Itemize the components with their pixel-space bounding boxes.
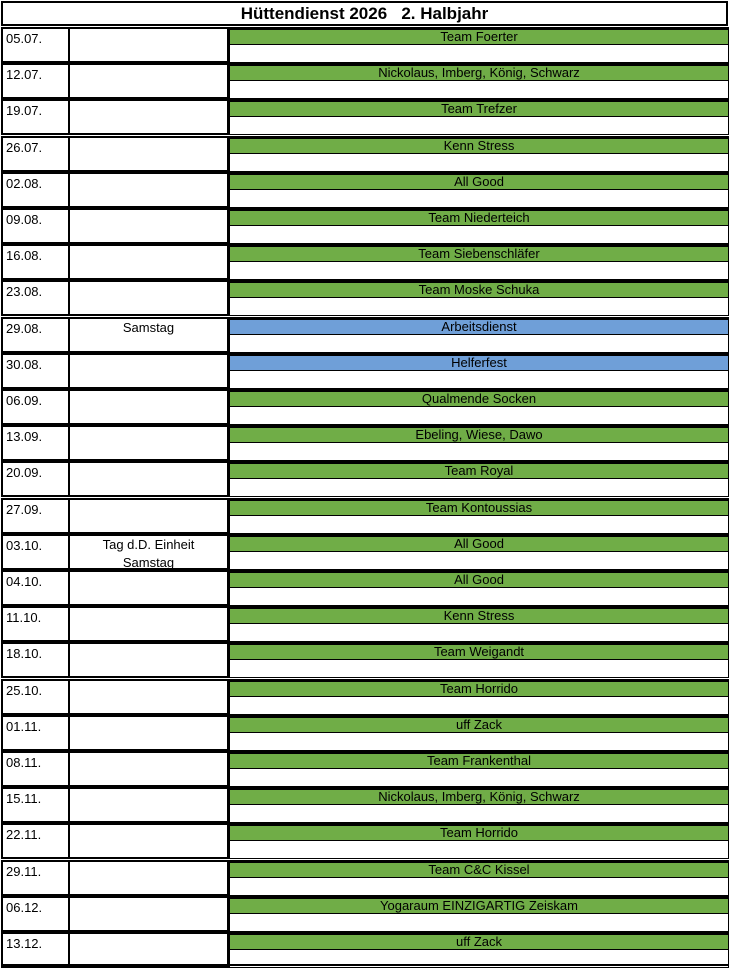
note-cell (68, 642, 229, 678)
date-cell: 18.10. (1, 642, 68, 678)
table-row (0, 172, 733, 208)
table-row (0, 136, 733, 172)
empty-cell (229, 117, 729, 135)
date-cell: 22.11. (1, 823, 68, 859)
empty-cell (229, 660, 729, 678)
date-cell: 01.11. (1, 715, 68, 751)
team-cell: uff Zack (229, 934, 729, 950)
empty-cell (229, 769, 729, 787)
table-row (0, 606, 733, 642)
team-cell: Team Frankenthal (229, 753, 729, 769)
empty-cell (229, 298, 729, 316)
team-cell: Team Royal (229, 463, 729, 479)
empty-cell (229, 154, 729, 172)
note-cell (68, 932, 229, 968)
date-cell: 02.08. (1, 172, 68, 208)
team-cell: Team Horrido (229, 825, 729, 841)
table-row (0, 27, 733, 63)
note-cell (68, 679, 229, 715)
note-cell (68, 534, 229, 570)
table-row (0, 896, 733, 932)
date-cell: 13.12. (1, 932, 68, 968)
team-cell: Kenn Stress (229, 138, 729, 154)
date-cell: 23.08. (1, 280, 68, 316)
date-cell: 29.11. (1, 860, 68, 896)
note-cell (68, 425, 229, 461)
team-cell: Team C&C Kissel (229, 862, 729, 878)
empty-cell (229, 697, 729, 715)
team-cell: Ebeling, Wiese, Dawo (229, 427, 729, 443)
table-row (0, 389, 733, 425)
team-cell: Nickolaus, Imberg, König, Schwarz (229, 789, 729, 805)
date-cell: 16.08. (1, 244, 68, 280)
date-cell: 09.08. (1, 208, 68, 244)
team-cell: Team Kontoussias (229, 500, 729, 516)
empty-cell (229, 588, 729, 606)
table-row (0, 787, 733, 823)
table-row (0, 208, 733, 244)
note-cell (68, 498, 229, 534)
note-text-second-line: Samstag (122, 555, 175, 570)
date-cell: 08.11. (1, 751, 68, 787)
team-cell: uff Zack (229, 717, 729, 733)
date-cell: 13.09. (1, 425, 68, 461)
table-row (0, 425, 733, 461)
team-cell: Yogaraum EINZIGARTIG Zeiskam (229, 898, 729, 914)
team-cell: Team Siebenschläfer (229, 246, 729, 262)
note-cell (68, 860, 229, 896)
note-cell (68, 751, 229, 787)
note-cell (68, 389, 229, 425)
date-cell: 12.07. (1, 63, 68, 99)
note-cell (68, 353, 229, 389)
note-text: Tag d.D. Einheit (102, 537, 195, 552)
empty-cell (229, 733, 729, 751)
note-cell (68, 99, 229, 135)
empty-cell (229, 371, 729, 389)
note-cell (68, 715, 229, 751)
empty-cell (229, 805, 729, 823)
note-cell (68, 570, 229, 606)
empty-cell (229, 914, 729, 932)
note-cell (68, 823, 229, 859)
table-row (0, 63, 733, 99)
team-cell: Arbeitsdienst (229, 319, 729, 335)
empty-cell (229, 45, 729, 63)
date-cell: 20.09. (1, 461, 68, 497)
table-row (0, 534, 733, 570)
date-cell: 06.12. (1, 896, 68, 932)
date-cell: 04.10. (1, 570, 68, 606)
table-row (0, 751, 733, 787)
empty-cell (229, 407, 729, 425)
table-row (0, 461, 733, 497)
empty-cell (229, 262, 729, 280)
empty-cell (229, 552, 729, 570)
table-row (0, 244, 733, 280)
table-row (0, 570, 733, 606)
team-cell: Qualmende Socken (229, 391, 729, 407)
note-cell (68, 244, 229, 280)
table-row (0, 498, 733, 534)
team-cell: Kenn Stress (229, 608, 729, 624)
table-row (0, 715, 733, 751)
team-cell: All Good (229, 174, 729, 190)
note-cell (68, 280, 229, 316)
empty-cell (229, 190, 729, 208)
date-cell: 25.10. (1, 679, 68, 715)
team-cell: Helferfest (229, 355, 729, 371)
empty-cell (229, 81, 729, 99)
date-cell: 30.08. (1, 353, 68, 389)
note-cell (68, 27, 229, 63)
team-cell: Team Trefzer (229, 101, 729, 117)
note-cell (68, 787, 229, 823)
note-cell (68, 63, 229, 99)
empty-cell (229, 226, 729, 244)
table-row (0, 353, 733, 389)
table-row (0, 932, 733, 968)
date-cell: 29.08. (1, 317, 68, 353)
team-cell: Team Niederteich (229, 210, 729, 226)
empty-cell (229, 841, 729, 859)
date-cell: 11.10. (1, 606, 68, 642)
note-cell (68, 606, 229, 642)
note-cell (68, 896, 229, 932)
team-cell: All Good (229, 572, 729, 588)
team-cell: Team Foerter (229, 29, 729, 45)
table-row (0, 860, 733, 896)
team-cell: Nickolaus, Imberg, König, Schwarz (229, 65, 729, 81)
empty-cell (229, 878, 729, 896)
date-cell: 27.09. (1, 498, 68, 534)
date-cell: 26.07. (1, 136, 68, 172)
date-cell: 15.11. (1, 787, 68, 823)
note-cell (68, 461, 229, 497)
date-cell: 19.07. (1, 99, 68, 135)
team-cell: Team Weigandt (229, 644, 729, 660)
table-row (0, 823, 733, 859)
team-cell: Team Moske Schuka (229, 282, 729, 298)
team-cell: Team Horrido (229, 681, 729, 697)
table-row (0, 642, 733, 678)
empty-cell (229, 479, 729, 497)
date-cell: 03.10. (1, 534, 68, 570)
table-row (0, 99, 733, 135)
table-row (0, 317, 733, 353)
note-cell (68, 172, 229, 208)
empty-cell (229, 443, 729, 461)
sheet-title: Hüttendienst 2026 2. Halbjahr (1, 1, 728, 26)
note-cell (68, 208, 229, 244)
note-cell (68, 136, 229, 172)
empty-cell (229, 516, 729, 534)
date-cell: 05.07. (1, 27, 68, 63)
empty-cell (229, 624, 729, 642)
note-cell (68, 317, 229, 353)
table-row (0, 679, 733, 715)
table-row (0, 280, 733, 316)
empty-cell (229, 335, 729, 353)
note-text: Samstag (122, 320, 175, 335)
date-cell: 06.09. (1, 389, 68, 425)
team-cell: All Good (229, 536, 729, 552)
